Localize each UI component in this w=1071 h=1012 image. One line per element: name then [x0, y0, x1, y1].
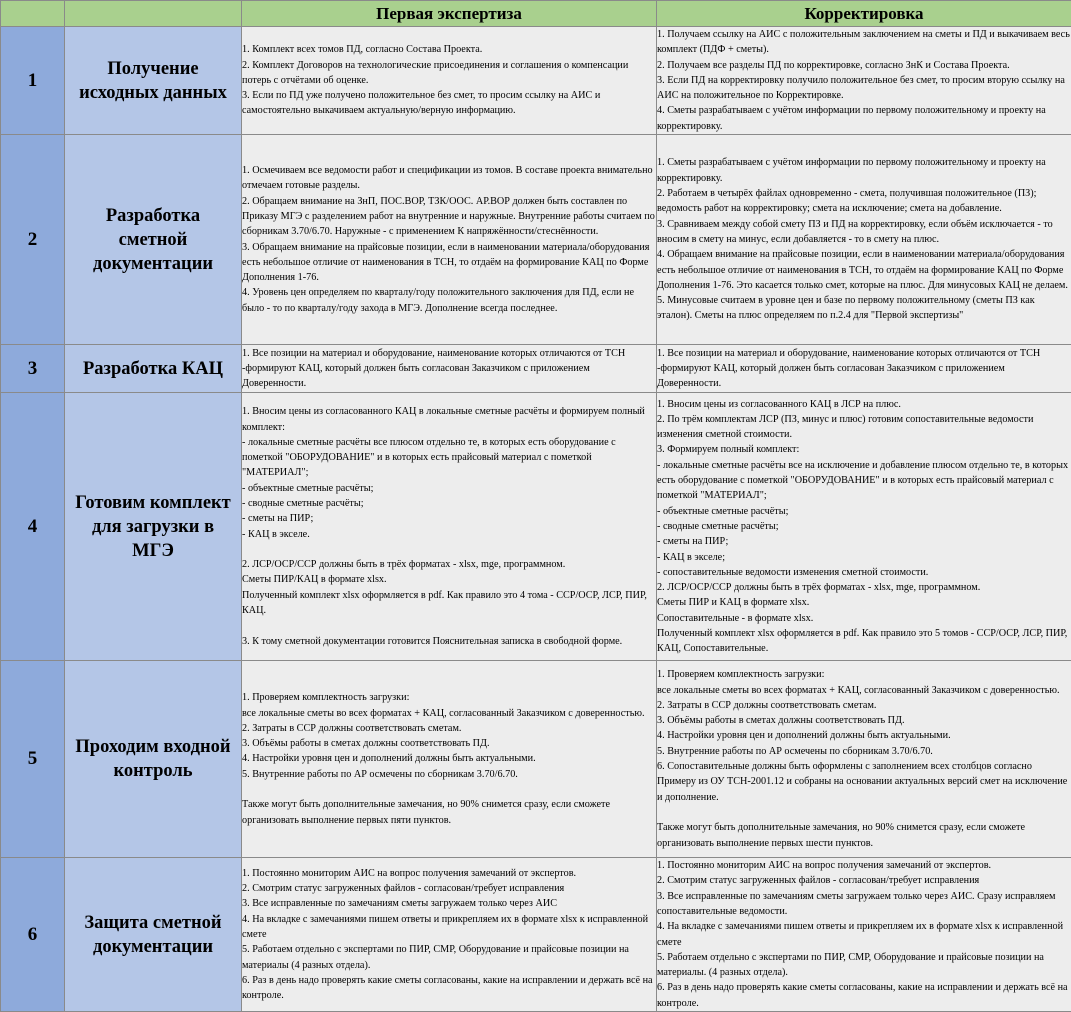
correction-cell	[657, 661, 1071, 858]
correction-text: 1. Все позиции на материал и оборудование, наименование которых отличаются от ТСН -формируют КАЦ, который должен быть согласован Заказчиком с приложением Доверенности.	[657, 346, 1071, 392]
header-num-cell	[1, 1, 65, 27]
stage-title-text: Получение исходных данных	[65, 57, 241, 105]
correction-cell	[657, 393, 1071, 661]
header-row	[1, 1, 1071, 27]
row-number: 4	[1, 393, 65, 661]
correction-text: 1. Получаем ссылку на АИС с положительным заключением на сметы и ПД и выкачиваем весь комплект (ПДФ + сметы). 2. Получаем все разделы ПД по корректировке, согласно ЗнК и Состава Проекта. 3. Если ПД на корректировку получило положительное без смет, то просим вторую ссылку на АИС на положительное по Корректировке. 4. Сметы разрабатываем с учётом информации по первому положительному и проекту на корректировку.	[657, 27, 1071, 134]
first-expertise-cell	[242, 27, 657, 135]
stage-title-text: Разработка сметной документации	[65, 204, 241, 276]
header-stage-cell	[65, 1, 242, 27]
row-number: 5	[1, 661, 65, 858]
first-expertise-cell	[242, 345, 657, 393]
table-row	[1, 345, 1071, 393]
stage-title	[65, 27, 242, 135]
header-correction: Корректировка	[657, 1, 1071, 27]
table-row	[1, 393, 1071, 661]
row-number: 3	[1, 345, 65, 393]
row-number: 2	[1, 135, 65, 345]
correction-text: 1. Проверяем комплектность загрузки: все локальные сметы во всех форматах + КАЦ, согласованный Заказчиком с доверенностью. 2. Затраты в ССР должны соответствовать сметам. 3. Объёмы работы в сметах должны соответствовать ПД. 4. Настройки уровня цен и дополнений должны быть актуальными. 5. Внутренние работы по АР осмечены по сборникам 3.70/6.70. 6. Сопоставительные должны быть оформлены с заполнением всех столбцов согласно Примеру из ОУ ТСН-2001.12 и собраны на основании актуальных версий смет на исключение и дополнение. Также могут быть дополнительные замечания, но 90% снимется сразу, если сможете организовать выполнение первых шести пунктов.	[657, 667, 1071, 851]
stage-title	[65, 661, 242, 858]
first-expertise-text: 1. Комплект всех томов ПД, согласно Состава Проекта. 2. Комплект Договоров на технологические присоединения и соглашения о компенсации потерь с отчётами об оценке. 3. Если по ПД уже получено положительное без смет, то просим ссылку на АИС и самостоятельно выкачиваем актуальную/верную информацию.	[242, 42, 656, 118]
first-expertise-cell	[242, 858, 657, 1012]
correction-cell	[657, 27, 1071, 135]
correction-text: 1. Постоянно мониторим АИС на вопрос получения замечаний от экспертов. 2. Смотрим статус загруженных файлов - согласован/требует исправления 3. Все исправленные по замечаниям сметы загружаем только через АИС. Сразу исправляем сопоставительные ведомости. 4. На вкладке с замечаниями пишем ответы и прикрепляем их в формате xlsx к исправленной смете 5. Работаем отдельно с экспертами по ПИР, СМР, Оборудование и прайсовые позиции на материалы. (4 разных отдела). 6. Раз в день надо проверять какие сметы согласованы, какие на исправлении и держать всё на контроле.	[657, 858, 1071, 1011]
correction-cell	[657, 135, 1071, 345]
stage-title-text: Разработка КАЦ	[65, 357, 241, 381]
stage-title-text: Готовим комплект для загрузки в МГЭ	[65, 491, 241, 563]
first-expertise-text: 1. Проверяем комплектность загрузки: все локальные сметы во всех форматах + КАЦ, согласованный Заказчиком с доверенностью. 2. Затраты в ССР должны соответствовать сметам. 3. Объёмы работы в сметах должны соответствовать ПД. 4. Настройки уровня цен и дополнений должны быть актуальными. 5. Внутренние работы по АР осмечены по сборникам 3.70/6.70. Также могут быть дополнительные замечания, но 90% снимется сразу, если сможете организовать выполнение первых пяти пунктов.	[242, 690, 656, 828]
stage-title-text: Защита сметной документации	[65, 911, 241, 959]
first-expertise-cell	[242, 135, 657, 345]
row-number: 1	[1, 27, 65, 135]
first-expertise-text: 1. Вносим цены из согласованного КАЦ в локальные сметные расчёты и формируем полный комплект: - локальные сметные расчёты все плюсом отдельно те, в которых есть оборудование с пометкой "ОБОРУДОВАНИЕ" и в которых есть прайсовый материал с пометкой "МАТЕРИАЛ"; - объектные сметные расчёты; - сводные сметные расчёты; - сметы на ПИР; - КАЦ в экселе. 2. ЛСР/ОСР/ССР должны быть в трёх форматах - xlsx, mge, программном. Сметы ПИР/КАЦ в формате xlsx. Полученный комплект xlsx оформляется в pdf. Как правило это 4 тома - ССР/ОСР, ЛСР, ПИР, КАЦ. 3. К тому сметной документации готовится Пояснительная записка в свободной форме.	[242, 404, 656, 649]
first-expertise-text: 1. Постоянно мониторим АИС на вопрос получения замечаний от экспертов. 2. Смотрим статус загруженных файлов - согласован/требует исправления 3. Все исправленные по замечаниям сметы загружаем только через АИС 4. На вкладке с замечаниями пишем ответы и прикрепляем их в формате xlsx к исправленной смете 5. Работаем отдельно с экспертами по ПИР, СМР, Оборудование и прайсовые позиции на материалы (4 разных отдела). 6. Раз в день надо проверять какие сметы согласованы, какие на исправлении и держать всё на контроле.	[242, 866, 656, 1004]
stage-title	[65, 393, 242, 661]
correction-cell	[657, 345, 1071, 393]
table-row	[1, 27, 1071, 135]
correction-cell	[657, 858, 1071, 1012]
first-expertise-text: 1. Все позиции на материал и оборудование, наименование которых отличаются от ТСН -формируют КАЦ, который должен быть согласован Заказчиком с приложением Доверенности.	[242, 346, 656, 392]
row-number: 6	[1, 858, 65, 1012]
first-expertise-text: 1. Осмечиваем все ведомости работ и спецификации из томов. В составе проекта внимательно отмечаем готовые разделы. 2. Обращаем внимание на ЗнП, ПОС.ВОР, ТЗК/ООС. АР.ВОР должен быть составлен по Приказу МГЭ с разделением работ на внутренние и наружные. Внутренние работы считаем по сборникам 3.70/6.70. Наружные - с применением К напряжённости/стеснённости. 3. Обращаем внимание на прайсовые позиции, если в наименовании материала/оборудования есть небольшое отличие от наименования в ТСН, то отдаём на формирование КАЦ по Форме Дополнения 1-76. 4. Уровень цен определяем по кварталу/году положительного заключения для ПД, если не было - то по кварталу/году захода в МГЭ. Дополнение всегда последнее.	[242, 163, 656, 316]
table-row	[1, 661, 1071, 858]
stage-title	[65, 345, 242, 393]
first-expertise-cell	[242, 661, 657, 858]
table-row	[1, 135, 1071, 345]
header-first-expertise: Первая экспертиза	[242, 1, 657, 27]
stage-title-text: Проходим входной контроль	[65, 735, 241, 783]
correction-text: 1. Вносим цены из согласованного КАЦ в ЛСР на плюс. 2. По трём комплектам ЛСР (ПЗ, минус и плюс) готовим сопоставительные ведомости изменения сметной стоимости. 3. Формируем полный комплект: - локальные сметные расчёты все на исключение и добавление плюсом отдельно те, в которых есть оборудование с пометкой "ОБОРУДОВАНИЕ" и в которых есть прайсовый материал с пометкой "МАТЕРИАЛ"; - объектные сметные расчёты; - сводные сметные расчёты; - сметы на ПИР; - КАЦ в экселе; - сопоставительные ведомости изменения сметной стоимости. 2. ЛСР/ОСР/ССР должны быть в трёх форматах - xlsx, mge, программном. Сметы ПИР и КАЦ в формате xlsx. Сопоставительные - в формате xlsx. Полученный комплект xlsx оформляется в pdf. Как правило это 5 томов - ССР/ОСР, ЛСР, ПИР, КАЦ, Сопоставительные.	[657, 397, 1071, 657]
first-expertise-cell	[242, 393, 657, 661]
correction-text: 1. Сметы разрабатываем с учётом информации по первому положительному и проекту на корректировку. 2. Работаем в четырёх файлах одновременно - смета, получившая положительное (ПЗ); ведомость работ на корректировку; смета на исключение; смета на добавление. 3. Сравниваем между собой смету ПЗ и ПД на корректировку, если объём исключается - то вносим в смету на минус, если добавляется - то в смету на плюс. 4. Обращаем внимание на прайсовые позиции, если в наименовании материала/оборудования есть небольшое отличие от наименования в ТСН, то отдаём на формирование КАЦ по Форме Дополнения 1-76. Это касается только смет, которые на плюс. Для минусовых КАЦ не делаем. 5. Минусовые считаем в уровне цен и базе по первому положительному (сметы ПЗ как эталон). Сметы на плюс определяем по п.2.4 для "Первой экспертизы"	[657, 155, 1071, 323]
stage-title	[65, 135, 242, 345]
table-row	[1, 858, 1071, 1012]
stage-title	[65, 858, 242, 1012]
